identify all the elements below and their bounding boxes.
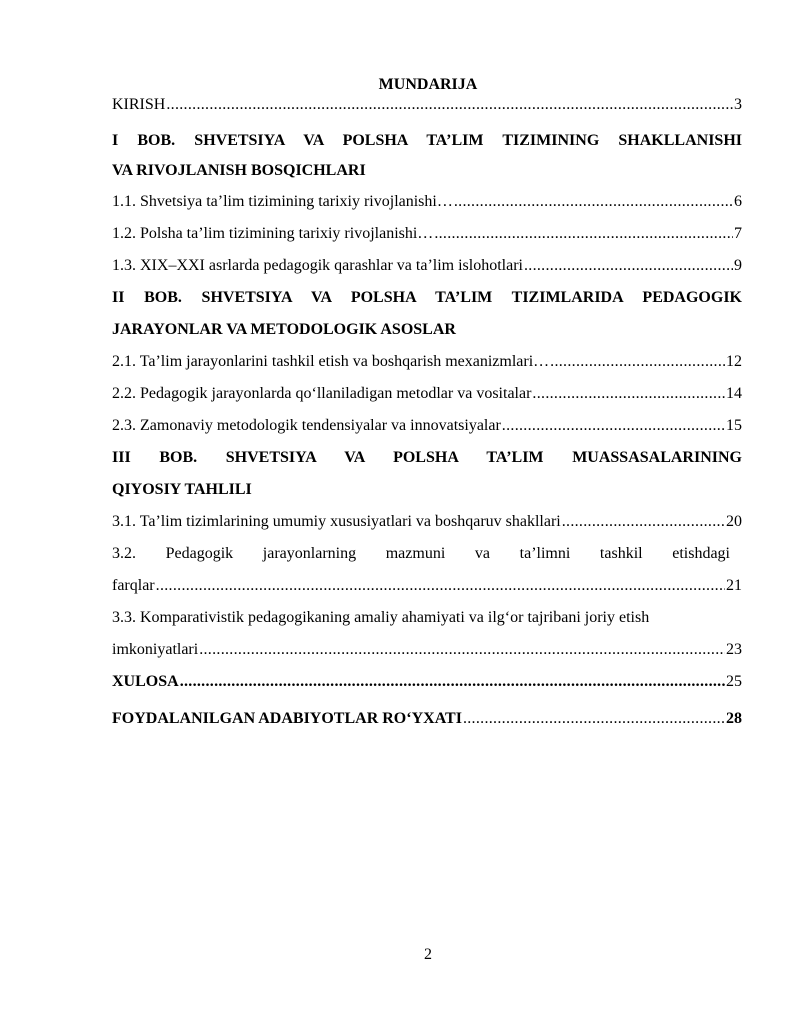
toc-entry-1-2 (112, 218, 742, 250)
toc-entry-page: 21 (726, 577, 742, 594)
toc-leader-dots (180, 666, 725, 698)
toc-entry-references (112, 698, 742, 740)
toc-entry-3-3 (112, 634, 742, 666)
toc-entry-page: 25 (726, 673, 742, 690)
toc-entry-label: KIRISH (112, 96, 166, 113)
toc-entry-page: 3 (734, 96, 742, 113)
toc-entry-label: 2.2. Pedagogik jarayonlarda qo‘llaniladigan metodlar va vositalar (112, 385, 532, 402)
toc-entry-label: 1.1. Shvetsiya ta’lim tizimining tarixiy rivojlanishi… (112, 193, 453, 210)
toc-entry-label: 3.1. Ta’lim tizimlarining umumiy xususiyatlari va boshqaruv shakllari (112, 513, 561, 530)
toc-entry-kirish (112, 96, 742, 122)
toc-leader-dots (434, 218, 733, 250)
toc-entry-page: 28 (726, 710, 742, 727)
toc-entry-page: 12 (726, 353, 742, 370)
chapter-heading-2-cont: JARAYONLAR VA METODOLOGIK ASOSLAR (112, 321, 456, 338)
chapter-heading-3: III BOB. SHVETSIYA VA POLSHA TA’LIM MUASSASALARINING (112, 449, 742, 466)
toc-entry-1-1 (112, 186, 742, 218)
toc-entry-label: 2.3. Zamonaviy metodologik tendensiyalar va innovatsiyalar (112, 417, 501, 434)
toc-entry-label: FOYDALANILGAN ADABIYOTLAR RO‘YXATI (112, 710, 462, 727)
toc-entry-label: 1.3. XIX–XXI asrlarda pedagogik qarashlar va ta’lim islohotlari (112, 257, 523, 274)
toc-entry-2-1 (112, 346, 742, 378)
toc-entry-2-2 (112, 378, 742, 410)
toc-leader-dots (166, 96, 733, 114)
toc-entry-page: 6 (734, 193, 742, 210)
toc-entry-2-3 (112, 410, 742, 442)
toc-leader-dots (463, 698, 725, 740)
toc-entry-label: 2.1. Ta’lim jarayonlarini tashkil etish va boshqarish mexanizmlari… (112, 353, 550, 370)
toc-leader-dots (454, 186, 733, 218)
toc-entry-page: 23 (726, 641, 742, 658)
chapter-heading-3-cont: QIYOSIY TAHLILI (112, 481, 252, 498)
toc-entry-label: 1.2. Polsha ta’lim tizimining tarixiy rivojlanishi… (112, 225, 434, 242)
toc-entry-page: 15 (726, 417, 742, 434)
toc-entry-3-2-line1: 3.2. Pedagogik jarayonlarning mazmuni va ta’limni tashkil etishdagi (112, 545, 730, 562)
toc-leader-dots (156, 570, 725, 602)
toc-leader-dots (502, 410, 725, 442)
toc-entry-label: imkoniyatlari (112, 641, 199, 658)
toc-entry-xulosa (112, 666, 742, 698)
table-of-contents (112, 74, 742, 740)
page-title: MUNDARIJA (378, 76, 478, 93)
toc-leader-dots (199, 634, 725, 666)
toc-entry-page: 9 (734, 257, 742, 274)
toc-leader-dots (562, 506, 725, 538)
chapter-heading-1-cont: VA RIVOJLANISH BOSQICHLARI (112, 162, 366, 179)
toc-entry-label: XULOSA (112, 673, 179, 690)
toc-entry-label: farqlar (112, 577, 155, 594)
toc-entry-page: 7 (734, 225, 742, 242)
toc-entry-3-1 (112, 506, 742, 538)
chapter-heading-1: I BOB. SHVETSIYA VA POLSHA TA’LIM TIZIMINING SHAKLLANISHI (112, 132, 742, 149)
toc-leader-dots (550, 346, 725, 378)
toc-leader-dots (524, 250, 733, 282)
toc-entry-page: 20 (726, 513, 742, 530)
toc-entry-1-3 (112, 250, 742, 282)
page-number: 2 (424, 946, 432, 963)
toc-entry-3-2 (112, 570, 742, 602)
toc-leader-dots (532, 378, 725, 410)
chapter-heading-2: II BOB. SHVETSIYA VA POLSHA TA’LIM TIZIMLARIDA PEDAGOGIK (112, 289, 742, 306)
toc-entry-page: 14 (726, 385, 742, 402)
toc-entry-3-3-line1: 3.3. Komparativistik pedagogikaning amaliy ahamiyati va ilg‘or tajribani joriy etish (112, 609, 650, 626)
